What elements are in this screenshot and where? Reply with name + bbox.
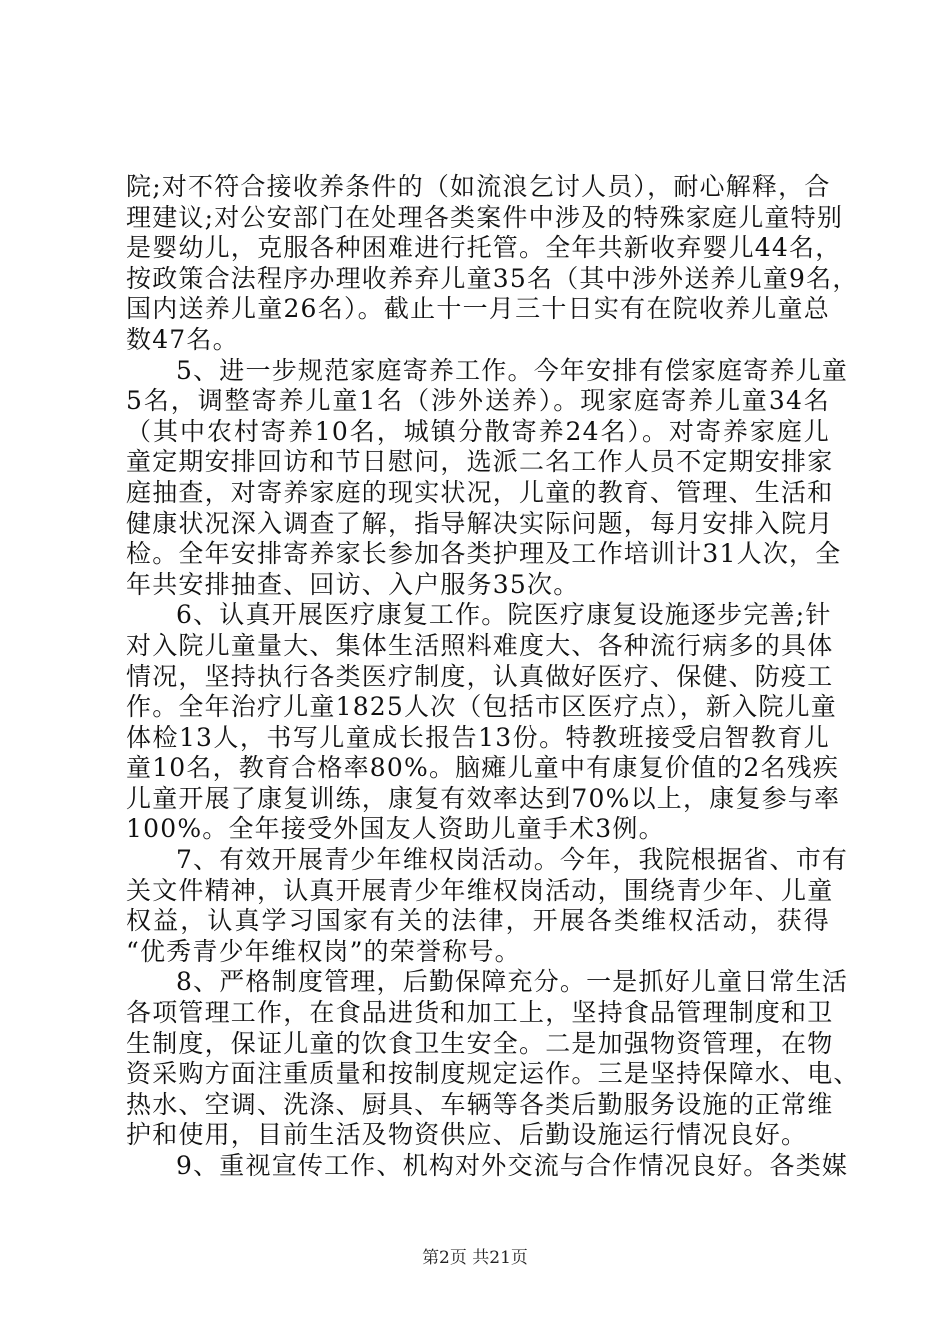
page-number-label: 第2页 共21页	[422, 1248, 528, 1268]
text-line: 热水、空调、洗涤、厨具、车辆等各类后勤服务设施的正常维	[126, 1089, 834, 1119]
text-line: 5名，调整寄养儿童1名（涉外送养）。现家庭寄养儿童34名	[126, 386, 830, 416]
text-line: 体检13人，书写儿童成长报告13份。特教班接受启智教育儿	[126, 722, 830, 752]
text-line: 儿童开展了康复训练，康复有效率达到70%以上，康复参与率	[126, 783, 841, 813]
text-line: 作。全年治疗儿童1825人次（包括市区医疗点），新入院儿童	[126, 692, 837, 722]
text-line: 对入院儿童量大、集体生活照料难度大、各种流行病多的具体	[126, 630, 834, 660]
text-line: （其中农村寄养10名，城镇分散寄养24名）。对寄养家庭儿	[126, 416, 830, 446]
text-line: 护和使用，目前生活及物资供应、后勤设施运行情况良好。	[126, 1120, 808, 1150]
text-line: 权益，认真学习国家有关的法律，开展各类维权活动，获得	[126, 906, 830, 936]
text-line: “优秀青少年维权岗”的荣誉称号。	[126, 936, 521, 966]
document-body	[126, 172, 860, 1182]
text-line: 按政策合法程序办理收养弃儿童35名（其中涉外送养儿童9名，	[126, 263, 859, 293]
text-line: 院;对不符合接收养条件的（如流浪乞讨人员），耐心解释，合	[126, 172, 831, 201]
text-line: 理建议;对公安部门在处理各类案件中涉及的特殊家庭儿童特别	[126, 202, 844, 232]
text-line: 关文件精神，认真开展青少年维权岗活动，围绕青少年、儿童	[126, 875, 834, 905]
text-line: 7、有效开展青少年维权岗活动。今年，我院根据省、市有	[176, 845, 849, 875]
text-line: 数47名。	[126, 324, 239, 354]
text-line: 庭抽查，对寄养家庭的现实状况，儿童的教育、管理、生活和	[126, 477, 834, 507]
text-line: 年共安排抽查、回访、入户服务35次。	[126, 569, 580, 599]
text-line: 童10名，教育合格率80%。脑瘫儿童中有康复价值的2名残疾	[126, 753, 840, 783]
text-line: 童定期安排回访和节日慰问，选派二名工作人员不定期安排家	[126, 447, 834, 477]
text-line: 8、严格制度管理，后勤保障充分。一是抓好儿童日常生活	[176, 967, 849, 997]
page-footer	[0, 1243, 950, 1268]
text-line: 是婴幼儿，克服各种困难进行托管。全年共新收弃婴儿44名，	[126, 233, 842, 263]
text-line: 6、认真开展医疗康复工作。院医疗康复设施逐步完善;针	[176, 600, 832, 630]
text-line: 9、重视宣传工作、机构对外交流与合作情况良好。各类媒	[176, 1151, 849, 1180]
text-line: 各项管理工作，在食品进货和加工上，坚持食品管理制度和卫	[126, 998, 834, 1028]
text-line: 国内送养儿童26名）。截止十一月三十日实有在院收养儿童总	[126, 294, 830, 324]
text-line: 健康状况深入调查了解，指导解决实际问题，每月安排入院月	[126, 508, 834, 538]
text-line: 资采购方面注重质量和按制度规定运作。三是坚持保障水、电、	[126, 1059, 860, 1089]
text-line: 检。全年安排寄养家长参加各类护理及工作培训计31人次，全	[126, 539, 842, 569]
text-line: 生制度，保证儿童的饮食卫生安全。二是加强物资管理，在物	[126, 1028, 834, 1058]
text-line: 情况，坚持执行各类医疗制度，认真做好医疗、保健、防疫工	[126, 661, 834, 691]
text-line: 100%。全年接受外国友人资助儿童手术3例。	[126, 814, 665, 844]
text-line: 5、进一步规范家庭寄养工作。今年安排有偿家庭寄养儿童	[176, 355, 849, 385]
